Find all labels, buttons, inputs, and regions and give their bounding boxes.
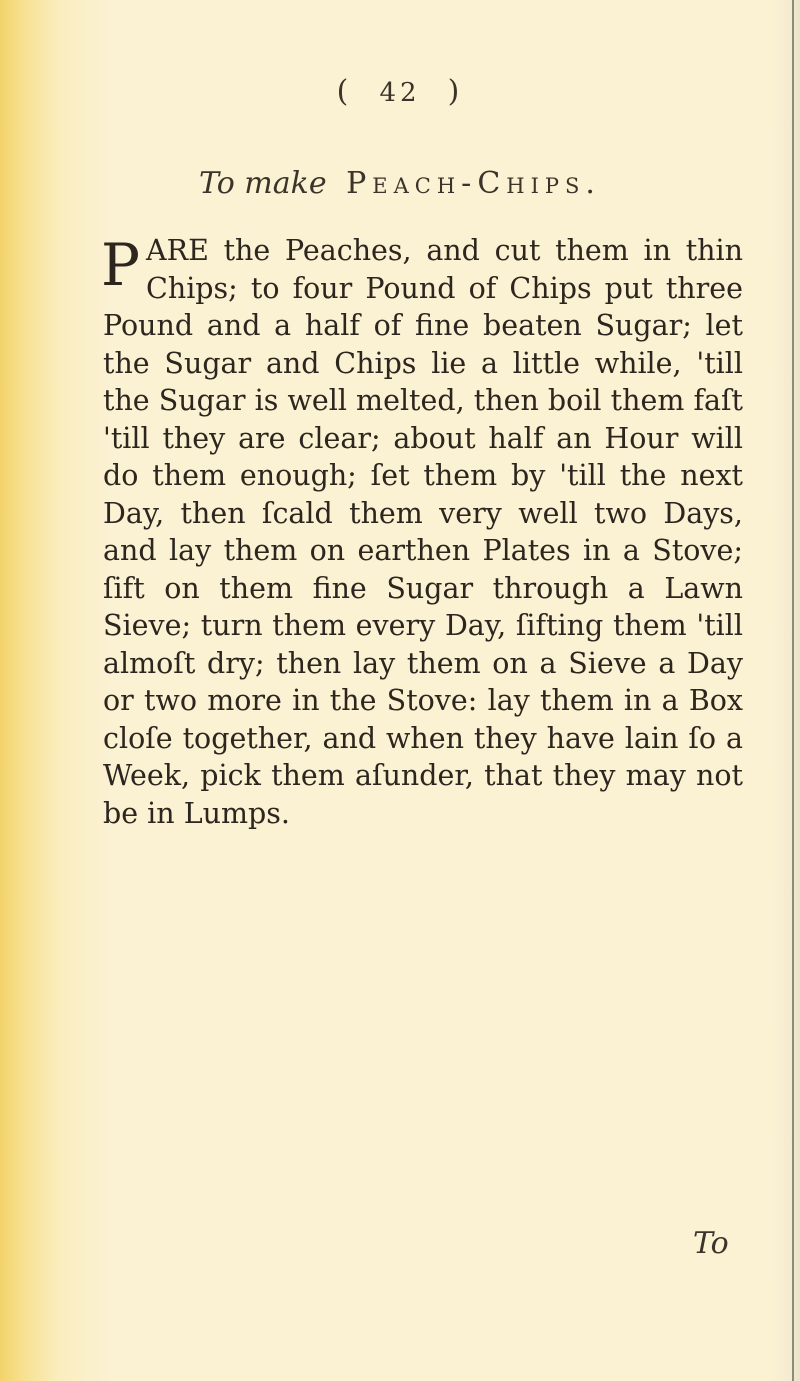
page-number <box>0 74 800 109</box>
recipe-title-prefix: To make <box>199 166 327 201</box>
page-number-close: ) <box>447 74 464 109</box>
recipe-title <box>0 166 800 201</box>
catchword: To <box>693 1226 729 1261</box>
recipe-body <box>103 232 743 832</box>
page-number-value: 42 <box>379 78 421 108</box>
recipe-title-dish: Peach-Chips. <box>346 166 601 201</box>
recipe-text: ARE the Peaches, and cut them in thin Chips; to four Pound of Chips put three Pound and a half of fine beaten Sugar; let the Sugar and Chips lie a little while, 'till the Sugar is well melted, then boil them faſt 'till they are clear; about half an Hour will do them enough; ſet them by 'till the next Day, then ſcald them very well two Days, and lay them on earthen Plates in a Stove; ſift on them fine Sugar through a Lawn Sieve; turn them every Day, ſifting them 'till almoſt dry; then lay them on a Sieve a Day or two more in the Stove: lay them in a Box cloſe together, and when they have lain ſo a Week, pick them aſunder, that they may not be in Lumps. <box>103 234 743 830</box>
page-number-open: ( <box>336 74 353 109</box>
page-edge <box>792 0 794 1381</box>
drop-cap: P <box>101 231 141 299</box>
